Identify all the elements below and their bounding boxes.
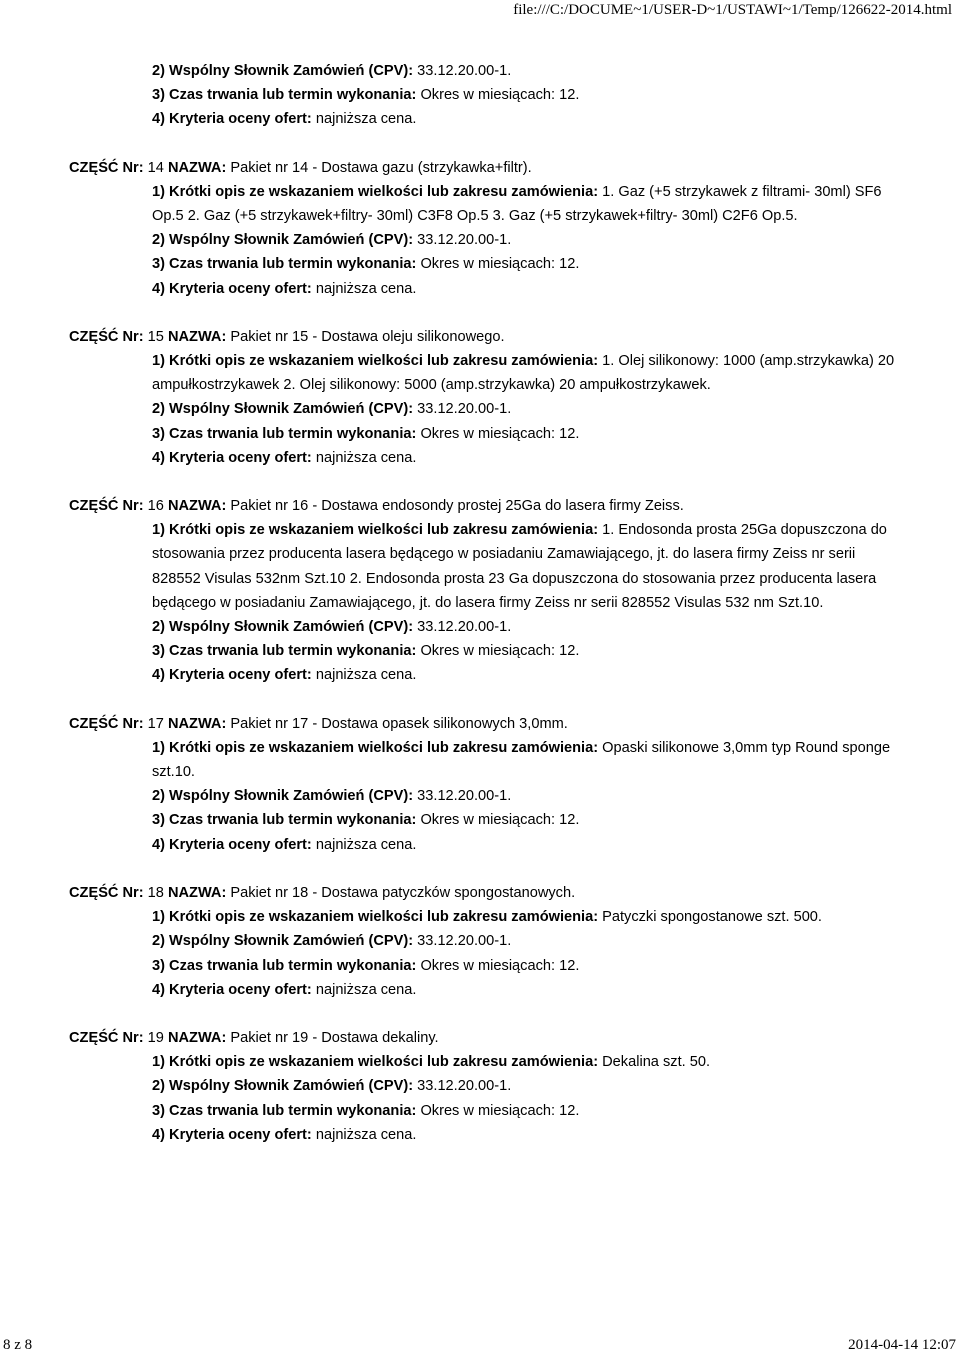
czas-label: 3) Czas trwania lub termin wykonania: xyxy=(152,957,417,974)
czas-line xyxy=(152,252,897,276)
part-heading xyxy=(69,494,899,518)
czas-label: 3) Czas trwania lub termin wykonania: xyxy=(152,812,417,829)
cpv-line xyxy=(152,397,897,421)
czas-value: Okres w miesiącach: 12. xyxy=(420,256,580,273)
czas-value: Okres w miesiącach: 12. xyxy=(420,812,580,829)
cpv-value: 33.12.20.00-1. xyxy=(417,232,512,249)
opis-label: 1) Krótki opis ze wskazaniem wielkości lub zakresu zamówienia: xyxy=(152,522,599,539)
opis-label: 1) Krótki opis ze wskazaniem wielkości lub zakresu zamówienia: xyxy=(152,353,599,370)
czas-line xyxy=(152,83,897,107)
czas-label: 3) Czas trwania lub termin wykonania: xyxy=(152,425,417,442)
cpv-line xyxy=(152,59,897,83)
kryteria-line xyxy=(152,833,897,857)
opis-value: 1. Endosonda prosta 25Ga dopuszczona do stosowania przez producenta lasera będącego w posiadaniu Zamawiającego, jt. do lasera firmy Zeiss nr serii 828552 Visulas 532nm Szt.10 2. Endosonda prosta 23 Ga dopuszczona do stosowania przez producenta lasera będącego w posiadaniu Zamawiającego, jt. do lasera firmy Zeiss nr serii 828552 Visulas 532 nm Szt.10. xyxy=(152,522,887,611)
cpv-value: 33.12.20.00-1. xyxy=(417,63,512,79)
cpv-value: 33.12.20.00-1. xyxy=(417,401,512,418)
part-name: Pakiet nr 19 - Dostawa dekaliny. xyxy=(230,1029,439,1046)
page-number: 8 z 8 xyxy=(3,1337,33,1353)
czas-line xyxy=(152,1099,897,1123)
nazwa-label: NAZWA: xyxy=(167,159,227,176)
cpv-label: 2) Wspólny Słownik Zamówień (CPV): xyxy=(152,788,414,805)
part-18 xyxy=(0,881,960,1002)
czas-line xyxy=(152,954,897,978)
czas-value: Okres w miesiącach: 12. xyxy=(420,87,580,104)
kryteria-line xyxy=(152,107,897,131)
opis-line xyxy=(152,736,897,784)
cpv-label: 2) Wspólny Słownik Zamówień (CPV): xyxy=(152,619,414,636)
czas-line xyxy=(152,808,897,832)
cpv-value: 33.12.20.00-1. xyxy=(417,1078,512,1095)
czas-line xyxy=(152,639,897,663)
czesc-label: CZĘŚĆ Nr: xyxy=(69,884,144,901)
czas-value: Okres w miesiącach: 12. xyxy=(420,425,580,442)
czesc-label: CZĘŚĆ Nr: xyxy=(69,715,144,732)
print-datetime: 2014-04-14 12:07 xyxy=(848,1337,956,1353)
part-name: Pakiet nr 14 - Dostawa gazu (strzykawka+filtr). xyxy=(230,159,532,176)
cpv-label: 2) Wspólny Słownik Zamówień (CPV): xyxy=(152,1078,414,1095)
kryteria-label: 4) Kryteria oceny ofert: xyxy=(152,111,312,128)
czesc-label: CZĘŚĆ Nr: xyxy=(69,498,144,515)
opis-value: 1. Olej silikonowy: 1000 (amp.strzykawka) 20 ampułkostrzykawek 2. Olej silikonowy: 5000 (amp.strzykawka) 20 ampułkostrzykawek. xyxy=(152,353,895,394)
nazwa-label: NAZWA: xyxy=(167,884,227,901)
opis-value: Opaski silikonowe 3,0mm typ Round sponge szt.10. xyxy=(152,739,891,781)
part-number: 14 xyxy=(147,159,164,176)
nazwa-label: NAZWA: xyxy=(167,715,227,732)
czas-line xyxy=(152,422,897,446)
part-17 xyxy=(0,712,960,857)
kryteria-value: najniższa cena. xyxy=(315,280,417,297)
kryteria-line xyxy=(152,978,897,1002)
opis-label: 1) Krótki opis ze wskazaniem wielkości lub zakresu zamówienia: xyxy=(152,1054,599,1071)
czas-value: Okres w miesiącach: 12. xyxy=(420,1102,580,1119)
nazwa-label: NAZWA: xyxy=(167,328,227,345)
czas-label: 3) Czas trwania lub termin wykonania: xyxy=(152,256,417,273)
part-16 xyxy=(0,494,960,688)
opis-value: 1. Gaz (+5 strzykawek z filtrami- 30ml) SF6 Op.5 2. Gaz (+5 strzykawek+filtry- 30ml) C3F8 Op.5 3. Gaz (+5 strzykawek+filtry- 30ml) C2F6 Op.5. xyxy=(152,183,882,225)
part-15 xyxy=(0,325,960,470)
kryteria-line xyxy=(152,446,897,470)
kryteria-label: 4) Kryteria oceny ofert: xyxy=(152,981,312,998)
part-heading xyxy=(69,712,899,736)
cpv-label: 2) Wspólny Słownik Zamówień (CPV): xyxy=(152,63,414,79)
opis-label: 1) Krótki opis ze wskazaniem wielkości lub zakresu zamówienia: xyxy=(152,739,599,756)
kryteria-label: 4) Kryteria oceny ofert: xyxy=(152,449,312,466)
czas-value: Okres w miesiącach: 12. xyxy=(420,957,580,974)
cpv-line xyxy=(152,1074,897,1098)
kryteria-label: 4) Kryteria oceny ofert: xyxy=(152,667,312,684)
czas-label: 3) Czas trwania lub termin wykonania: xyxy=(152,1102,417,1119)
kryteria-line xyxy=(152,277,897,301)
opis-line xyxy=(152,1050,897,1074)
opis-line xyxy=(152,518,897,615)
part-number: 19 xyxy=(147,1029,164,1046)
part-name: Pakiet nr 16 - Dostawa endosondy prostej 25Ga do lasera firmy Zeiss. xyxy=(230,498,684,515)
part-number: 17 xyxy=(147,715,164,732)
czesc-label: CZĘŚĆ Nr: xyxy=(69,328,144,345)
part-number: 16 xyxy=(147,498,164,515)
nazwa-label: NAZWA: xyxy=(167,1029,227,1046)
kryteria-line xyxy=(152,663,897,687)
nazwa-label: NAZWA: xyxy=(167,498,227,515)
kryteria-value: najniższa cena. xyxy=(315,111,417,128)
cpv-value: 33.12.20.00-1. xyxy=(417,788,512,805)
part-14 xyxy=(0,156,960,301)
part-heading xyxy=(69,325,899,349)
part-heading xyxy=(69,1026,899,1050)
part-number: 18 xyxy=(147,884,164,901)
cpv-line xyxy=(152,929,897,953)
page-url-header: file:///C:/DOCUME~1/USER-D~1/USTAWI~1/Temp/126622-2014.html xyxy=(513,2,952,18)
part-heading xyxy=(69,881,899,905)
opis-line xyxy=(152,905,897,929)
kryteria-value: najniższa cena. xyxy=(315,981,417,998)
part-13-tail xyxy=(0,59,960,132)
part-number: 15 xyxy=(147,328,164,345)
czas-label: 3) Czas trwania lub termin wykonania: xyxy=(152,87,417,104)
cpv-line xyxy=(152,784,897,808)
part-name: Pakiet nr 18 - Dostawa patyczków spongostanowych. xyxy=(230,884,576,901)
kryteria-value: najniższa cena. xyxy=(315,836,417,853)
cpv-line xyxy=(152,615,897,639)
part-name: Pakiet nr 17 - Dostawa opasek silikonowych 3,0mm. xyxy=(230,715,568,732)
opis-line xyxy=(152,349,897,397)
kryteria-label: 4) Kryteria oceny ofert: xyxy=(152,1126,312,1143)
opis-label: 1) Krótki opis ze wskazaniem wielkości lub zakresu zamówienia: xyxy=(152,909,599,926)
cpv-value: 33.12.20.00-1. xyxy=(417,933,512,950)
opis-line xyxy=(152,180,897,228)
cpv-value: 33.12.20.00-1. xyxy=(417,619,512,636)
cpv-label: 2) Wspólny Słownik Zamówień (CPV): xyxy=(152,401,414,418)
opis-value: Patyczki spongostanowe szt. 500. xyxy=(602,909,822,926)
kryteria-value: najniższa cena. xyxy=(315,667,417,684)
kryteria-label: 4) Kryteria oceny ofert: xyxy=(152,280,312,297)
part-19 xyxy=(0,1026,960,1147)
part-name: Pakiet nr 15 - Dostawa oleju silikonowego. xyxy=(230,328,505,345)
czesc-label: CZĘŚĆ Nr: xyxy=(69,1029,144,1046)
kryteria-value: najniższa cena. xyxy=(315,1126,417,1143)
kryteria-value: najniższa cena. xyxy=(315,449,417,466)
kryteria-line xyxy=(152,1123,897,1147)
cpv-label: 2) Wspólny Słownik Zamówień (CPV): xyxy=(152,232,414,249)
opis-label: 1) Krótki opis ze wskazaniem wielkości lub zakresu zamówienia: xyxy=(152,183,599,200)
cpv-label: 2) Wspólny Słownik Zamówień (CPV): xyxy=(152,933,414,950)
part-heading xyxy=(69,156,899,180)
czas-label: 3) Czas trwania lub termin wykonania: xyxy=(152,643,417,660)
czesc-label: CZĘŚĆ Nr: xyxy=(69,159,144,176)
document-content xyxy=(0,59,960,1147)
czas-value: Okres w miesiącach: 12. xyxy=(420,643,580,660)
kryteria-label: 4) Kryteria oceny ofert: xyxy=(152,836,312,853)
opis-value: Dekalina szt. 50. xyxy=(602,1054,711,1071)
cpv-line xyxy=(152,228,897,252)
